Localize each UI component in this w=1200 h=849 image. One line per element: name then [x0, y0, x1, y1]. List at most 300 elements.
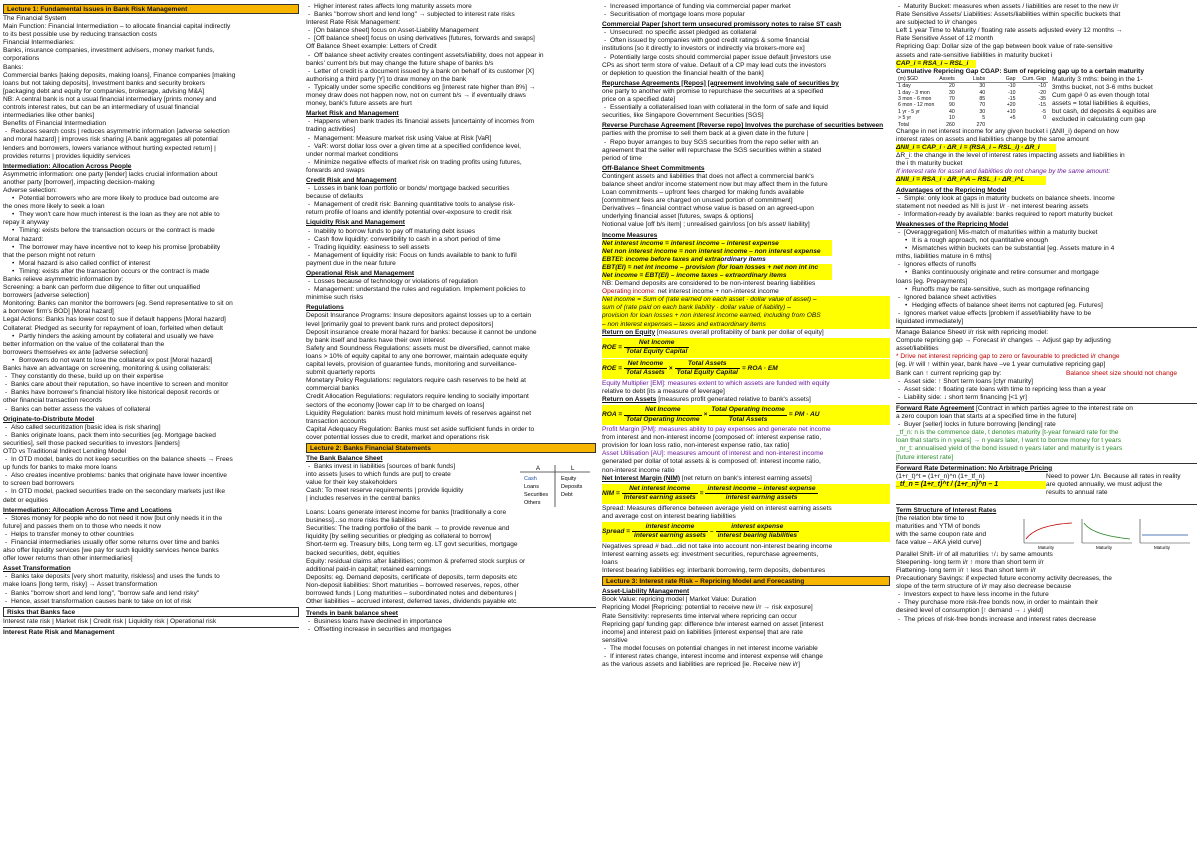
gap-table-row [896, 76, 1197, 128]
c1-line-60: Intermediation: Allocation Across Time and Locations [3, 506, 172, 514]
spread-d1: interest earning assets [634, 532, 706, 540]
c3-line-8: or depletion to question the financial health of the bank] [602, 69, 764, 77]
spread-n2: interest expense [716, 523, 800, 532]
lecture-1-banner: Lecture 1: Fundamental Issues in Bank Risk Management [3, 4, 299, 14]
weak-line-2: • Mismatches within buckets can be substantial [eg. Assets mature in 4 [896, 245, 1197, 253]
roe-formula-2 [602, 359, 890, 379]
roe2-d2: Total Equity Capital [676, 369, 738, 377]
spread-formula [602, 522, 890, 542]
asset-line-1: - Asset side: ↑ floating rate loans with time to repricing less than a year [896, 386, 1197, 394]
c2b-line-2: Securities: The trading portfolio of the bank → to provide revenue and [306, 525, 510, 533]
c1-line-11: controls interest rates, but can be an intermediary of usual financial [3, 104, 199, 112]
c1-line-49: Originate-to-Distribute Model [3, 415, 95, 423]
gap-cell: 270 [976, 121, 986, 128]
fra-note-line-1: are quoted annually, we must adjust the [1046, 480, 1163, 488]
roa-d1: Total Operating Income [626, 415, 700, 423]
balance-note: Balance sheet size should not change [1066, 369, 1178, 377]
alm-line-8: as the various assets and liabilities are repriced [ie. Receive new i/r] [602, 661, 800, 669]
c4-top-line-1: Rate Sensitive Assets/ Liabilities: Assets/liabilities within specific buckets that [896, 11, 1121, 19]
c3-line-9: Repurchase Agreements [Repos] [agreement involving sale of securities by [602, 79, 839, 87]
bbs-line-1: into assets [uses to which funds are put] to create [306, 471, 451, 479]
roa-title: Return on Assets [602, 395, 657, 403]
c1-line-22: • Potential borrowers who are more likely to produce bad outcome are [3, 195, 299, 203]
c2-line-24: - Management of credit risk: Banning quantitative tools to analyse risk- [306, 201, 596, 209]
adv-line-2: - Information-ready by available: banks required to report maturity bucket [896, 211, 1197, 219]
c3-line-11: price on a specified date] [602, 96, 676, 104]
table-note-1: 3mths bucket, not 3-6 mths bucket [1052, 83, 1153, 91]
balance-sheet-diagram [516, 463, 594, 509]
fra-formula-2: _tf_n = (1+r_t)^t / (1+r_n)^n – 1 [896, 481, 1046, 489]
neg-line-3: Interest bearing liabilities eg: interbank borrowing, term deposits, debentures [602, 567, 826, 575]
gap-table-body [896, 82, 1048, 128]
gap-cell: 30 [979, 83, 986, 90]
alm-line-0: Book Value: repricing model | Market Value: Duration [602, 596, 757, 604]
trend-line-0: - Business loans have declined in importance [306, 618, 596, 626]
manage2-line-0: [eg. i/r will ↑ within year, bank have –ve 1 year cumulative repricing gap] [896, 361, 1106, 369]
c2-line-44: submit quarterly reports [306, 369, 376, 377]
fra-green-line-3: [future interest rate] [896, 453, 954, 461]
c3-line-14: Reverse Purchase Agreement [Reverse repo] Involves the purchase of securities between [602, 122, 884, 130]
alm-line-5: sensitive [602, 636, 628, 644]
c4-top-line-3: Left 1 year Time to Maturity / floating rate assets adjusted every 12 months → [896, 27, 1123, 35]
c2-line-5: Off Balance Sheet example: Letters of Credit [306, 43, 437, 51]
fra-green-line-2: _nr_t: annualised yield of the bond issued n years later and maturity is t years [896, 445, 1123, 453]
c1-line-39: • Partly hinders the asking amount by collateral and usually we have [3, 333, 299, 341]
c3-line-7: CPs as short term store of value. Default of a CP may lead cuts the investors [602, 61, 827, 69]
c1-line-41: borrowers themselves ex ante [adverse selection] [3, 348, 148, 356]
c2-line-25: return profile of loans and identify potential over-exposure to credit risk [306, 209, 512, 217]
c1-line-29: that the person might not return [3, 251, 96, 259]
gap-cell: 0 [1043, 115, 1046, 122]
net-income-formula-lines [602, 296, 890, 328]
c1-line-18: Intermediation: Allocation Across People [3, 162, 132, 170]
bs-equity: Equity [561, 476, 577, 483]
em-line-1: Equity Multiplier [EM]: measures extent to which assets are funded with equity [602, 379, 830, 387]
bs-deposits: Deposits [561, 484, 583, 491]
c2-line-51: Capital Adequacy Regulation: Banks must set aside sufficient funds in order to [306, 425, 535, 433]
c2-line-32: Operational Risk and Management [306, 270, 415, 277]
c1-line-58: - In OTD model, packed securities trade on the secondary markets just like [3, 488, 299, 496]
dr-line-2: the i th maturity bucket [896, 160, 963, 168]
c3-line-12: - Essentially a collateralised loan with collateral in the form of safe and liquid [602, 104, 890, 112]
c2-line-13: Market Risk and Management [306, 110, 399, 118]
gap-cell: -15 [1008, 95, 1016, 102]
nii-change-lines [896, 128, 1197, 144]
c3-line-25: underlying financial asset [futures, swaps & options] [602, 213, 754, 221]
lecture-2-banner: Lecture 2: Banks Financial Statements [306, 443, 596, 453]
c2-line-22: - Losses in bank loan portfolio or bonds/ mortgage backed securities [306, 185, 596, 193]
c1-line-19: Asymmetric information: one party [lender] lacks crucial information about [3, 170, 218, 178]
c3-line-15: parties with the promise to sell them back at a given date in the future | [602, 130, 809, 138]
c1-line-0: The Financial System [3, 15, 67, 22]
advantages-title: Advantages of the Repricing Model [896, 186, 1007, 194]
gap-cell: +20 [1006, 102, 1016, 109]
manage-line-1: Compute repricing gap → Forecast i/r changes → Adjust gap by adjusting [896, 337, 1111, 345]
yield-curve-normal [1024, 519, 1074, 550]
roa-lhs: ROA = [602, 410, 623, 418]
net-income-line-1: sum of (rate paid on each bank liability · dollar value of liability) – [602, 304, 890, 312]
c2-line-33: - Losses because of technology or violations of regulation [306, 278, 596, 286]
alm-line-7: - If interest rates change, interest income and interest expense will change [602, 653, 890, 661]
net-income-line-3: – non interest expenses – taxes and extraordinary items [602, 321, 890, 329]
roe1-lhs: ROE = [602, 343, 622, 351]
gap-cell: 85 [979, 95, 986, 102]
c2-line-27: - Inability to borrow funds to pay off maturing debt issues [306, 228, 596, 236]
c1-line-57: to screen bad borrowers [3, 480, 75, 488]
divider [896, 403, 1197, 404]
gap-row [896, 121, 1048, 127]
c1-line-61: - Stores money for people who do not need it now [but only needs it in the [3, 515, 299, 523]
fra-determination-title: Forward Rate Determination: No Arbitrage Pricing [896, 464, 1053, 472]
nii-equation-1: ΔNII_i = CAP_i · ΔR_i = (RSA_i – RSL_i) · ΔR_i [896, 144, 1056, 152]
maturity-label-1: Maturity [1038, 544, 1055, 550]
c2b-line-10: borrowed funds | Long maturities – subordinated notes and debentures | [306, 590, 517, 597]
c1-line-38: Collateral: Pledged as security for repayment of loan, forfeited when default [3, 324, 223, 332]
c2-line-31: payment due in the near future [306, 259, 396, 267]
gap-cell: -10 [1008, 83, 1016, 90]
income-measures-highlights [602, 240, 890, 280]
c1-line-56: - Also creates incentive problems: banks that originate have lower incentive [3, 472, 299, 480]
bs-others: Others [524, 500, 541, 507]
if-not-same-line: If interest rate for asset and liabilities do not change by the same amount: [896, 168, 1111, 176]
asset-side-lines [896, 378, 1197, 402]
net-income-line-0: Net income = Sum of (rate earned on each asset · dollar value of asset) – [602, 296, 890, 304]
c2b-line-9: Non-deposit liabilities: Short maturities – borrowed reserves, repos, other [306, 581, 519, 589]
nim-fraction-2 [705, 485, 817, 502]
c1-line-17: provides returns | provides liquidity services [3, 152, 131, 160]
after-line-3: Precautionary Savings: if expected future economy activity decreases, the [896, 575, 1112, 583]
operating-income-line [602, 288, 890, 296]
bbs-line-0: - Banks invest in liabilities [sources of bank funds] [306, 463, 516, 471]
weak-line-5: • Banks continuously originate and retire consumer and mortgage [896, 269, 1197, 277]
adv-line-1: statement not needed as NII is just I/r · net interest bearing assets [896, 202, 1089, 210]
fra-formula-box [896, 473, 1046, 503]
after-line-4: slope of the term structure of i/r may also decrease because [896, 583, 1072, 591]
c2-line-7: banks' current b/s but may change the future shape of banks b/s [306, 59, 494, 67]
gap-equation: CAP_i = RSA_i – RSL_i [896, 60, 976, 68]
roe2-d1: Total Assets [625, 369, 665, 377]
c2-line-14: - Happens when bank trades its financial assets [uncertainty of incomes from [306, 118, 596, 126]
c1-line-35: Monitoring: Banks can monitor the borrowers [eg. Send representative to sit on [3, 300, 233, 308]
fra-line-1-text: [Contract in which parties agree to the interest rate on [976, 404, 1133, 412]
bbs-line-3: Cash: To meet reserve requirements | provide liquidity [306, 487, 464, 495]
c1-line-12: intermediaries like other banks] [3, 112, 95, 120]
nim-eq: = [699, 489, 704, 497]
nim-lhs: NIM = [602, 489, 620, 497]
fra-line-1 [896, 405, 1197, 413]
pm-line-1: from interest and non-interest income [composed of: interest expense ratio, [602, 434, 822, 442]
c1-line-16: lenders and borrowers, lowers variance without hurting expected return] | [3, 144, 216, 152]
gap-cell: > 5 yr [898, 115, 912, 122]
c1-line-4: Banks, insurance companies, investment advisers, money market funds, [3, 47, 215, 55]
spread-lhs: Spread = [602, 527, 631, 535]
c1-line-32: Banks relieve asymmetric information by: [3, 276, 124, 283]
c3-line-20: Contingent assets and liabilities that does not affect a commercial bank's [602, 172, 814, 180]
c1-line-7: Commercial banks [taking deposits, making loans], Finance companies [making [3, 71, 236, 79]
gap-header-3: Gap [987, 76, 1017, 83]
c2-line-42: loans > 10% of equity capital to any one borrower, maintain adequate equity [306, 352, 528, 360]
c3-line-24: Derivatives – financial contract whose value is based on an agreed-upon [602, 205, 814, 213]
roa-rhs: = PM · AU [788, 410, 820, 418]
weak-line-3: mths, liabilities mature in 6 mths] [896, 253, 992, 261]
c1-line-47: other financial transaction records [3, 397, 102, 405]
gap-cell: -35 [1038, 95, 1046, 102]
gap-cell: +10 [1006, 108, 1016, 115]
bbs-row [306, 463, 596, 509]
table-note-6: excluded in calculating cum gap [1052, 116, 1146, 124]
c2-line-11: money draw does not happen now, not on current b/s → if eventually draws [306, 92, 526, 100]
gap-cell: 1 yr - 5 yr [898, 108, 920, 115]
roe2-rhs: = ROA · EM [741, 364, 778, 372]
c1-line-34: borrowers [adverse selection] [3, 292, 90, 300]
alm-line-2: Rate Sensitivity: represents time interval where repricing can occur [602, 612, 797, 620]
gap-cell [987, 121, 1017, 127]
c2-line-49: Liquidity Regulation: banks must hold minimum levels of reserves against net [306, 409, 532, 417]
dr-line-1: ΔR_i: the change in the level of interest rates impacting assets and liabilities in [896, 152, 1125, 160]
gap-cell: 40 [949, 108, 955, 115]
alm-line-4: income] and interest paid on liabilities [interest expense] that are rate [602, 628, 803, 636]
c4-top-line-2: are subjected to i/r changes [896, 19, 978, 27]
c1-line-64: - Financial intermediaries usually offer some returns over time and banks [3, 539, 299, 547]
c2-line-23: because of defaults [306, 193, 364, 201]
c1-line-26: • Timing: exists before the transaction occurs or the contract is made [3, 227, 299, 235]
c2b-line-5: backed securities, debt, equities [306, 549, 400, 557]
divider [3, 627, 299, 628]
c1-line-55: up funds for banks to make more loans [3, 464, 117, 472]
c1-line-20: another party [borrower], impacting decision-making [3, 178, 155, 186]
after-line-6: - They purchase more risk-free bonds now, in order to maintain their [896, 599, 1197, 607]
alm-line-6: - The model focuses on potential changes in net interest income variable [602, 645, 890, 653]
c4-mid-line-1: interest rates on assets and liabilities change by the same amount [896, 135, 1089, 143]
bs-loans: Loans [524, 484, 539, 491]
c1-line-1: Main Function: Financial Intermediation – to allocate financial capital indirectly [3, 23, 231, 31]
roa-n2: Total Operating Income [709, 406, 786, 415]
c1-line-42: • Borrowers do not want to lose the collateral ex post [Moral hazard] [3, 357, 299, 365]
c3-line-10: one party to another with promise to repurchase the securities at a specified [602, 87, 824, 95]
c1-line-25: repay it anyway [3, 219, 49, 227]
fra-green-line-0: _tf_n: n is the commence date, t denotes maturity [t-year forward rate for the [896, 429, 1119, 437]
roe2-n2: Total Assets [675, 360, 740, 369]
c3-line-3: - Unsecured: no specific asset pledged as collateral [602, 29, 890, 37]
gap-cell: +5 [1009, 115, 1016, 122]
weak-line-10: - Ignores market value effects [problem if asset/liability have to be [896, 310, 1197, 318]
gap-header-4: Cum. Gap [1018, 76, 1048, 83]
nim-fraction-1 [622, 485, 698, 502]
gap-header-2: Liabs [957, 76, 987, 83]
nb-demand-deposits: NB: Demand deposits are considered to be non-interest bearing liabilities [602, 280, 816, 288]
c2-line-8: - Letter of credit is a document issued by a bank on behalf of its customer [X] [306, 68, 596, 76]
c3-line-6: - Potentially large costs should commercial paper issue default [investors use [602, 54, 890, 62]
gap-cell [1018, 121, 1048, 127]
advantages-lines [896, 195, 1197, 219]
roe-line [602, 329, 890, 337]
c1-line-69: make loans [long term, risky] → Asset transformation [3, 581, 158, 589]
weak-line-6: loans [eg. Prepayments] [896, 277, 968, 285]
c1-line-43: Banks have an advantage on screening, monitoring & using collaterals: [3, 365, 211, 373]
c1-line-36: a borrower firm's BOD] [Moral hazard] [3, 308, 114, 316]
gap-cell: 6 mon - 12 mon [898, 102, 935, 109]
roa-n1: Net Income [624, 406, 701, 415]
profit-margin-lines [602, 426, 890, 475]
negative-spread-lines [602, 543, 890, 575]
after-line-5: - Investors expect to have less income in the future [896, 591, 1197, 599]
tsir-line-2: with the same coupon rate and [896, 530, 987, 538]
c2-line-19: - Minimize negative effects of market risk on trading profits using futures, [306, 159, 596, 167]
nim-title: Net Interest Margin (NIM) [602, 474, 681, 482]
c1-line-62: future] and passes them on to those who needs it now [3, 522, 161, 530]
roe2-fraction-2 [675, 360, 740, 377]
gap-cell: 20 [949, 83, 955, 90]
c2-line-45: Monetary Policy Regulations: regulators require cash reserves to be held at [306, 377, 526, 385]
bank-balance-sheet-title: The Bank Balance Sheet [306, 454, 383, 462]
c2-line-15: trading activities] [306, 126, 356, 134]
c2-line-52: cover potential losses due to credit, market and operations risk [306, 433, 489, 441]
income-highlight-4: Net income = EBT(EI) – income taxes – extraordinary items [602, 272, 832, 280]
spread-fraction-2 [716, 523, 800, 540]
maturity-label-2: Maturity [1096, 544, 1113, 550]
gap-cell: 30 [979, 108, 986, 115]
c2-line-35: minimise such risks [306, 294, 364, 302]
roa-times: × [703, 410, 708, 418]
gap-cell: -10 [1038, 83, 1046, 90]
c1-line-3: Financial Intermediaries: [3, 39, 75, 47]
c3-line-4: - Often issued by companies with good credit ratings & some financial [602, 37, 890, 45]
c2-line-6: - Off balance sheet activity creates contingent assets/liability, does not appear in [306, 52, 596, 60]
alm-line-1: Repricing Model [Repricing: potential to receive new i/r → risk exposure] [602, 604, 813, 612]
bs-cash: Cash [524, 476, 537, 483]
c2-line-21: Credit Risk and Management [306, 176, 397, 184]
operating-income-text: net interest income + non-interest income [655, 288, 779, 296]
c1-line-2: to its best possible use by reducing transaction costs [3, 31, 157, 39]
bs-liabilities-header: L [571, 466, 575, 473]
c1-line-10: NB: A central bank is not a usual financial intermediary [prints money and [3, 95, 217, 103]
t-account-svg [516, 463, 594, 509]
spread-fraction-1 [632, 523, 708, 540]
fra-green-line-1: loan that starts in n years] → n years later, I want to borrow money for t years [896, 437, 1122, 445]
c2-line-38: level [primarily goal to prevent bank runs and protect depositors] [306, 320, 494, 328]
divider [306, 607, 596, 608]
c3-line-2: Commercial Paper [short term unsecured promissory notes to raise ST cash [602, 21, 842, 29]
fra-formula-row [896, 473, 1197, 503]
c1-line-24: • They won't care how much interest is the loan as they are not able to [3, 211, 299, 219]
neg-line-2: loans [602, 559, 618, 567]
spread-minus: – [709, 527, 714, 535]
roa-d2: Total Assets [728, 415, 768, 423]
weak-line-11: liquidated immediately] [896, 318, 964, 325]
c1-line-5: corporations [3, 55, 40, 63]
after-line-1: Steepening- long term i/r ↑ more than short term i/r [896, 558, 1044, 566]
fra-note [1046, 473, 1194, 503]
operating-income-label: Operating income: [602, 288, 656, 296]
table-note-4: assets = total liabilities & equities, [1052, 100, 1151, 108]
c3-line-5: institutions [so it directly to investors or indirectly via brokers-more ex] [602, 45, 805, 53]
c2-line-17: - VaR: worst dollar loss over a given time at a specified confidence level, [306, 143, 596, 151]
roe2-n1: Net Income [624, 360, 667, 369]
roe1-fraction [624, 339, 689, 356]
c1-line-68: - Banks take deposits [very short maturity, riskless] and uses the funds to [3, 573, 299, 581]
roe1-numerator: Net Income [624, 339, 689, 348]
gap-row [896, 82, 1048, 89]
income-highlight-2: EBTEI: income before taxes and extraordinary items [602, 255, 766, 263]
c2b-line-6: Equity: residual claims after liabilities; common & preferred stock surplus or [306, 557, 526, 565]
maturity-label-3: Maturity [1154, 544, 1171, 550]
income-highlight-1: Net non interest income = non interest income – non interest expense [602, 248, 832, 256]
gap-cell: -5 [1041, 108, 1046, 115]
c1-line-44: - They constantly do these, build up on their expertise [3, 373, 299, 381]
lecture-3-banner: Lecture 3: Interest rate Risk – Repricing Model and Forecasting [602, 576, 890, 586]
c1-line-51: - Banks originate loans, pack them into securities [eg. Mortgage backed [3, 432, 299, 440]
roa-desc: [measures profit generated relative to bank's assets] [656, 395, 811, 403]
trends-lines [306, 618, 596, 634]
fra-formula-1: (1+r_t)^t = (1+r_n)^n (1+_tf_n) [896, 472, 985, 480]
c3-line-22: Loan commitments – upfront fees charged for making funds available [602, 189, 804, 197]
income-highlight-0: Net interest income = interest income – interest expense [602, 240, 832, 248]
c4-top-line-0: - Maturity Bucket: measures when assets / liabilities are reset to the new i/r [896, 3, 1197, 11]
c2b-line-7: additional paid-in capital; retained earnings [306, 565, 432, 573]
spread-line-1: and average cost on interest bearing liabilities [602, 512, 736, 520]
c1-line-33: Screening: a bank can perform due diligence to filter out unqualified [3, 284, 201, 292]
nim-n2: interest income – interest expense [705, 485, 817, 494]
gap-cell: -20 [1038, 89, 1046, 96]
c1-line-40: better information on the value of the collateral than the [3, 340, 165, 348]
gap-table-notes [1048, 76, 1194, 128]
c4-top-line-4: Rate Sensitive Asset of 12 month [896, 35, 994, 43]
bbs-line-2: value for their key stakeholders [306, 479, 398, 487]
gap-cell: Total [898, 121, 909, 128]
c1-line-13: Benefits of Financial Intermediation [3, 120, 106, 128]
c2-line-9: authorising a third party [Y] to draw money on the bank [306, 75, 467, 83]
column-1 [3, 3, 299, 846]
roe1-denominator: Total Equity Capital [625, 348, 688, 356]
c2-line-34: - Management: understand the rules and regulation. Implement policies to [306, 286, 596, 294]
roa-line [602, 396, 890, 404]
gap-cell: 260 [946, 121, 955, 128]
c1-line-67: Asset Transformation [3, 565, 71, 573]
c2-line-30: - Management of liquidity risk: Focus on funds available to bank to fulfil [306, 252, 596, 260]
asset-line-2: - Liability side: ↓ short term financing [<1 yr] [896, 394, 1197, 402]
c1-line-23: the ones more likely to seek a loan [3, 203, 105, 211]
c2-line-37: Deposit Insurance Programs: Insure depositors against losses up to a certain [306, 312, 532, 320]
nim-formula [602, 484, 890, 504]
alm-lines [602, 596, 890, 669]
table-note-3: Cum gap# 0 as even though total [1052, 92, 1150, 100]
c2-line-20: forwards and swaps [306, 166, 365, 174]
c1-line-70: - Banks "borrow short and lend long", "borrow safe and lend risky" [3, 590, 299, 598]
gap-header-0: (m) $GD [896, 76, 926, 83]
roe2-lhs: ROE = [602, 364, 622, 372]
c3-line-27: Income Measures [602, 231, 658, 239]
gap-header-1: Assets [926, 76, 956, 83]
c2-line-36: Regulations [306, 304, 344, 312]
c1-line-6: Banks: [3, 63, 24, 71]
pm-line-3: Asset Utilisation [AU]: measures amount of interest and non-interest income [602, 450, 824, 458]
manage-line-2: asset/liabilities [896, 345, 939, 353]
column-2-lines [306, 3, 596, 442]
c2b-line-11: Other liabilities – accrued interest, deferred taxes, dividends payable etc [306, 598, 517, 606]
gap-cell: 5 [982, 115, 986, 122]
c1-line-65: also offer liquidity services [we pay for such liquidity services hence banks [3, 547, 219, 555]
cgap-title: Cumulative Repricing Gap CGAP: Sum of repricing gap up to a certain maturity [896, 67, 1145, 75]
gap-cell: 70 [979, 102, 986, 109]
c1-line-8: loans but not taking deposits], Investment banks and security brokers [3, 79, 205, 87]
c2-line-39: Deposit insurance create moral hazard for banks: because it cannot be undone [306, 328, 537, 336]
pm-line-0: Profit Margin [PM]: measures ability to pay expenses and generate net income [602, 426, 831, 434]
c2-line-18: under normal market conditions [306, 150, 399, 158]
c1-line-54: - In OTD model, banks do not keep securities on the balance sheets → Frees [3, 456, 299, 464]
alm-title: Asset-Liability Management [602, 588, 690, 596]
c1-line-53: OTD vs Traditional Indirect Lending Model [3, 447, 127, 455]
c1-line-37: Legal Actions: Banks has lower cost to sue if default happens [Moral hazard] [3, 316, 226, 324]
